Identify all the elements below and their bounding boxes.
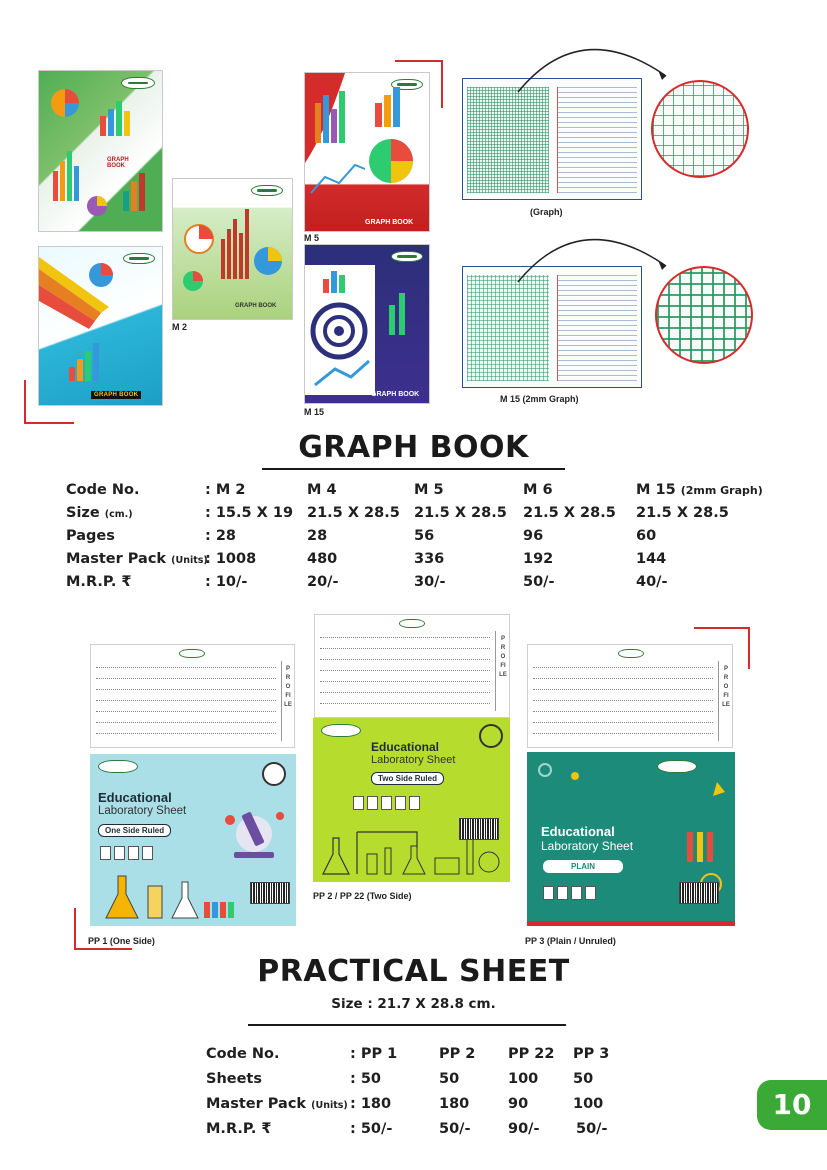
m15-mrp: 40/- [636, 574, 668, 590]
m6-master: 192 [523, 551, 554, 567]
label-master-unit: (Units) [171, 555, 208, 566]
cover-title-text: GRAPH BOOK [107, 157, 129, 169]
form-line [533, 722, 713, 723]
form-line [533, 678, 713, 679]
cover-title-text: GRAPH BOOK [235, 303, 277, 309]
m5-pages: 56 [414, 528, 435, 544]
form-line [533, 689, 713, 690]
pp1-master: : 180 [350, 1096, 392, 1112]
m5-size: 21.5 X 28.5 [414, 505, 507, 521]
pp3-master: 100 [573, 1096, 604, 1112]
m6-code: M 6 [523, 482, 553, 498]
product-icons [543, 886, 596, 900]
caption-pp3: PP 3 (Plain / Unruled) [525, 936, 616, 946]
pp2-sheets: 50 [439, 1071, 460, 1087]
emblem-icon [262, 762, 286, 786]
m2-master: : 1008 [205, 551, 257, 567]
m15-pages: 60 [636, 528, 657, 544]
ps-label-master [206, 1096, 348, 1112]
badge-one-side-ruled: One Side Ruled [98, 824, 171, 837]
microscope-illustration [220, 804, 290, 864]
ps-label-sheets: Sheets [206, 1071, 262, 1087]
practical-sheet-cover-pp3 [527, 752, 735, 926]
label-code: Code No. [66, 482, 140, 498]
brand-logo [618, 649, 644, 658]
m6-size: 21.5 X 28.5 [523, 505, 616, 521]
profile-divider [281, 661, 282, 741]
caption-m5: M 5 [304, 233, 320, 243]
m4-size: 21.5 X 28.5 [307, 505, 400, 521]
product-icons [100, 846, 153, 860]
form-line [533, 733, 713, 734]
label-master [66, 551, 208, 567]
pp3-sheets: 50 [573, 1071, 594, 1087]
brand-logo [179, 649, 205, 658]
brand-logo [98, 760, 138, 773]
label-mrp: M.R.P. ₹ [66, 574, 132, 590]
lab-glassware-illustration [96, 872, 246, 922]
pp2-master: 180 [439, 1096, 470, 1112]
pp1-sheets: : 50 [350, 1071, 382, 1087]
pp2-mrp: 50/- [439, 1121, 471, 1137]
form-line [320, 670, 490, 671]
profile-vertical-label: PROFILE [722, 666, 730, 708]
profile-sheet-pp2 [314, 614, 510, 718]
m15-code-text: M 15 [636, 482, 676, 498]
page-number-badge: 10 [757, 1080, 827, 1130]
pp1-mrp: : 50/- [350, 1121, 393, 1137]
brand-logo [321, 724, 361, 737]
label-pages: Pages [66, 528, 115, 544]
cover-title-line1: Educational [98, 790, 172, 805]
profile-vertical-label: PROFILE [499, 636, 507, 678]
form-line [96, 689, 276, 690]
practical-sheet-heading: PRACTICAL SHEET [257, 954, 570, 989]
ps-label-master-text: Master Pack [206, 1096, 307, 1112]
ps-label-code: Code No. [206, 1046, 280, 1062]
m4-pages: 28 [307, 528, 328, 544]
cover-title-line2: Laboratory Sheet [371, 754, 456, 766]
barcode [459, 818, 499, 840]
label-size [66, 505, 133, 521]
caption-m15: M 15 [304, 407, 325, 417]
m6-mrp: 50/- [523, 574, 555, 590]
pp3-code: PP 3 [573, 1046, 610, 1062]
product-icons [353, 796, 420, 810]
m5-code: M 5 [414, 482, 444, 498]
form-line [533, 700, 713, 701]
ps-label-mrp: M.R.P. ₹ [206, 1121, 272, 1137]
cover-title-text: GRAPH BOOK [371, 391, 420, 398]
form-line [320, 648, 490, 649]
caption-graph: (Graph) [530, 207, 563, 217]
cover-title: GRAPH BOOK [91, 391, 141, 399]
form-line [96, 700, 276, 701]
pp22-sheets: 100 [508, 1071, 539, 1087]
m15-code-note: (2mm Graph) [680, 484, 763, 497]
cover-title-line2: Laboratory Sheet [98, 805, 187, 817]
form-line [320, 692, 490, 693]
practical-sheet-cover-pp2 [313, 718, 510, 882]
pp22-master: 90 [508, 1096, 529, 1112]
m5-master: 336 [414, 551, 445, 567]
emblem-icon [479, 724, 503, 748]
form-line [96, 722, 276, 723]
pp3-mrp: 50/- [576, 1121, 608, 1137]
graph-book-heading: GRAPH BOOK [298, 430, 529, 465]
m15-size: 21.5 X 28.5 [636, 505, 729, 521]
form-line [320, 703, 490, 704]
m6-pages: 96 [523, 528, 544, 544]
label-master-text: Master Pack [66, 551, 167, 567]
caption-graph-2mm: M 15 (2mm Graph) [500, 394, 579, 404]
caption-pp1: PP 1 (One Side) [88, 936, 155, 946]
form-line [96, 711, 276, 712]
form-line [320, 637, 490, 638]
profile-sheet-pp3 [527, 644, 733, 748]
m2-size: : 15.5 X 19 [205, 505, 294, 521]
form-line [96, 733, 276, 734]
practical-sheet-cover-pp1 [90, 754, 296, 926]
m2-mrp: : 10/- [205, 574, 248, 590]
profile-vertical-label: PROFILE [284, 666, 292, 708]
pp22-mrp: 90/- [508, 1121, 540, 1137]
cover-title-line1: Educational [541, 824, 615, 839]
caption-pp2: PP 2 / PP 22 (Two Side) [313, 891, 412, 901]
cover-title-text: GRAPH BOOK [365, 219, 414, 226]
pp22-code: PP 22 [508, 1046, 555, 1062]
form-line [96, 667, 276, 668]
badge-two-side-ruled: Two Side Ruled [371, 772, 444, 785]
label-size-text: Size [66, 505, 100, 521]
form-line [320, 659, 490, 660]
form-line [320, 681, 490, 682]
label-size-unit: (cm.) [104, 509, 133, 520]
heading-rule [248, 1024, 566, 1026]
m2-pages: : 28 [205, 528, 237, 544]
cover-title-line2: Laboratory Sheet [541, 839, 634, 853]
m15-master: 144 [636, 551, 667, 567]
practical-sheet-size: Size : 21.7 X 28.8 cm. [331, 996, 496, 1012]
m4-master: 480 [307, 551, 338, 567]
brand-logo [399, 619, 425, 628]
m15-code [636, 482, 763, 498]
profile-sheet-pp1 [90, 644, 295, 748]
m4-code: M 4 [307, 482, 337, 498]
form-line [533, 667, 713, 668]
m5-mrp: 30/- [414, 574, 446, 590]
pp1-code: : PP 1 [350, 1046, 398, 1062]
m2-code: : M 2 [205, 482, 246, 498]
barcode [679, 882, 719, 904]
profile-divider [495, 631, 496, 711]
m4-mrp: 20/- [307, 574, 339, 590]
barcode [250, 882, 290, 904]
badge-plain: PLAIN [543, 860, 623, 873]
ps-label-master-unit: (Units) [311, 1100, 348, 1111]
pp2-code: PP 2 [439, 1046, 476, 1062]
profile-divider [718, 661, 719, 741]
caption-m2: M 2 [172, 322, 188, 332]
form-line [96, 678, 276, 679]
form-line [533, 711, 713, 712]
cover-title-line1: Educational [371, 740, 440, 754]
